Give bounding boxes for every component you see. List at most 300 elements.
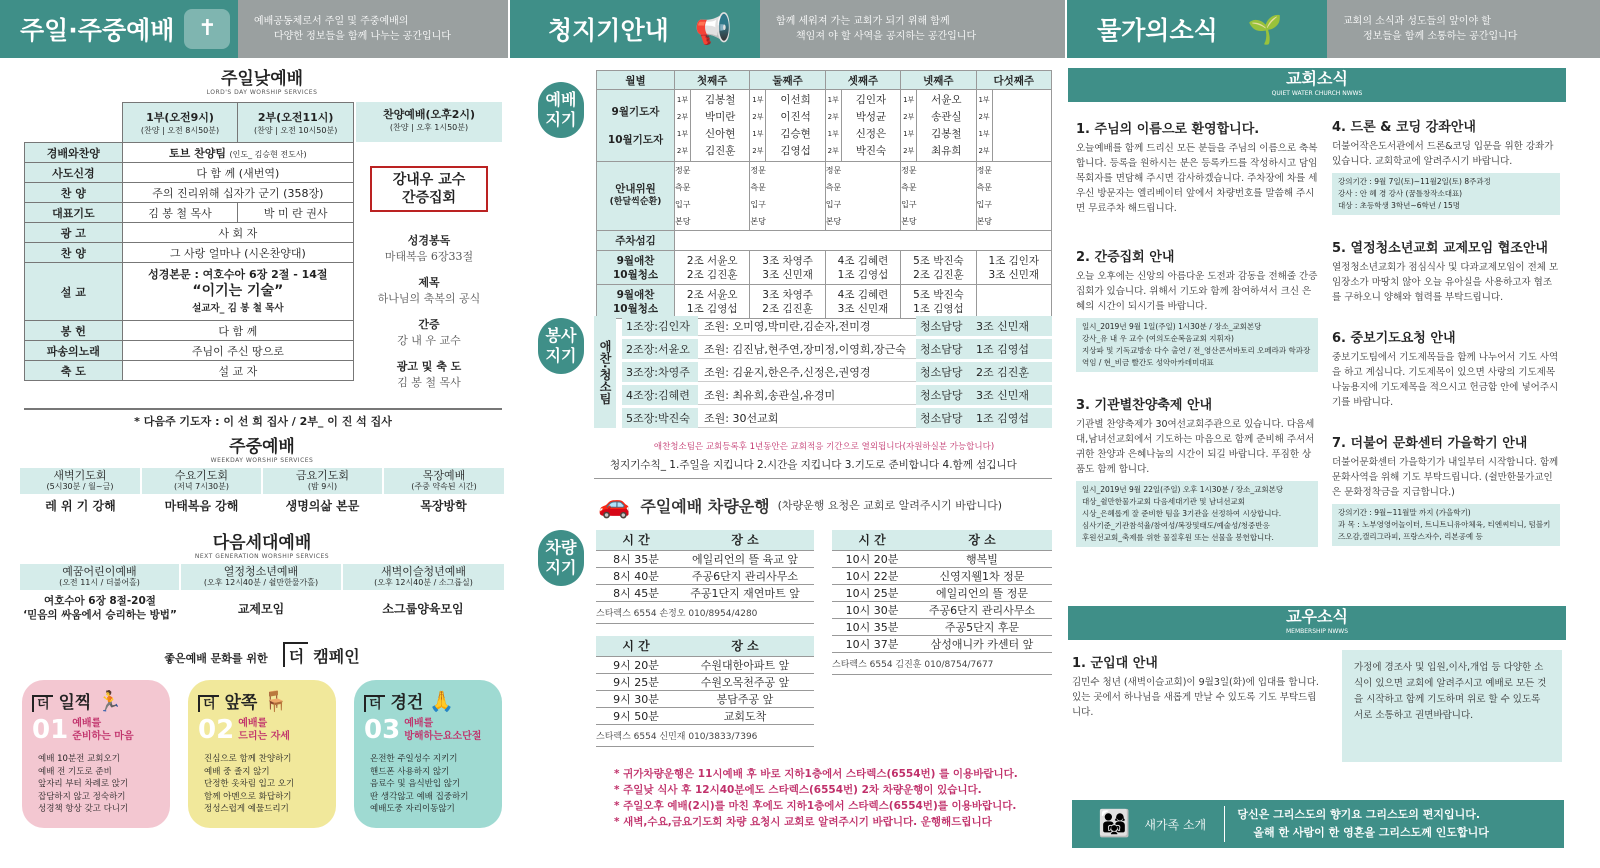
duty: 2조 김진훈 xyxy=(762,302,813,315)
campaign-card-2 xyxy=(188,680,336,828)
duty: 2조 김진훈 xyxy=(913,268,964,281)
duty: 1조 김영섭 xyxy=(837,268,889,281)
nextgen-section xyxy=(22,528,502,560)
duty: 2조 서윤오 xyxy=(686,288,738,301)
duty: 4조 김혜련 xyxy=(837,288,889,301)
weekday-name: 목장예배 xyxy=(422,469,466,482)
guide-part: 정문 xyxy=(825,166,842,175)
sermon-title: “이기는 기술” xyxy=(192,283,284,299)
worship-header-sub2: 다양한 정보들을 함께 나누는 공간입니다 xyxy=(274,31,451,42)
row-value: 사 회 자 xyxy=(122,223,353,243)
news-text: 기관별 찬양축제가 30여선교회주관으로 있습니다. 다음세대,남녀선교회에서 기도하는 마음으로 함께 준비해 주셔서 귀한 찬양과 은혜나눔의 시간이 되길 바랍니다. 푸짐한 상품도 함께 합니다. xyxy=(1076,419,1315,475)
team-lead: 5조장:박진숙 xyxy=(622,408,698,428)
worship-header xyxy=(0,0,508,58)
member-subtitle: MEMBERSHIP NWWS xyxy=(1286,628,1348,635)
card-item: 핸드폰 사용하지 않기 xyxy=(370,766,450,777)
duty: 2조 김진훈 xyxy=(686,268,738,281)
church-news-banner xyxy=(1068,68,1566,102)
box-line: 대상 : 초등학생 3학년~6학년 / 15명 xyxy=(1338,201,1461,210)
duty: 2조 서윤오 xyxy=(686,254,738,267)
box-line: 후원선교회_축제를 위한 물질후원 또는 선물을 봉헌합니다. xyxy=(1082,533,1274,542)
reading-label: 성경봉독 xyxy=(407,234,451,247)
sched-head: 월별 xyxy=(597,71,675,90)
route-place: 수원오목천주공 앞 xyxy=(676,673,814,690)
sermon-text: 성경본문 : 여호수아 6장 2절 - 14절 xyxy=(148,268,328,281)
runner-icon: 🏃 xyxy=(97,689,123,713)
route-place: 삼성애니카 카센터 앞 xyxy=(912,635,1052,652)
route-place: 수원대한아파트 앞 xyxy=(676,656,814,673)
prayer-name: 김승현 xyxy=(780,127,811,140)
prayer-name: 박성균 xyxy=(855,110,887,123)
guide-part: 정문 xyxy=(750,166,766,175)
prayer-name: 송관실 xyxy=(931,110,962,123)
row-value: 다 함 께 (새번역) xyxy=(122,163,353,183)
card-t2: 준비하는 마음 xyxy=(72,731,134,742)
col-place: 장 소 xyxy=(676,636,814,656)
worship-header-sub1: 예배공동체로서 주일 및 주중예배의 xyxy=(254,16,409,27)
route-driver: 스타렉스 6554 김진훈 010/8754/7677 xyxy=(832,652,1052,674)
notice-header-title: 청지기안내 xyxy=(548,16,669,45)
plant-hand-icon: 🌱 xyxy=(1247,12,1283,46)
col-place: 장 소 xyxy=(912,530,1052,550)
card-item: 진심으로 함께 찬양하기 xyxy=(204,754,292,764)
weekday-subtitle: WEEKDAY WORSHIP SERVICES xyxy=(210,457,314,464)
row-label: 파송의노래 xyxy=(25,341,123,361)
notice-header xyxy=(510,0,1065,58)
news-header-sub2: 정보들을 함께 소통하는 공간입니다 xyxy=(1363,31,1518,42)
row-label: 사도신경 xyxy=(25,163,123,183)
team-lead: 3조장:차영주 xyxy=(622,362,698,382)
prayer-label2: 10월기도자 xyxy=(607,133,664,146)
weekday-value: 마태복음 강해 xyxy=(164,498,239,513)
box-line: 지상파 및 기독교방송 다수 출연 / 전_영산콘서바토리 오페라과 학과장 역임 / 현_비금 빨간도 성악아카데미대표 xyxy=(1082,346,1311,367)
car-icon: 🚗 xyxy=(598,490,631,520)
nextgen-title: 다음세대예배 xyxy=(212,533,312,553)
weekday-time: (밤 9시) xyxy=(307,482,338,491)
guide-part: 본당 xyxy=(750,217,766,226)
card-t1: 예배를 xyxy=(72,718,102,729)
new-family-bar xyxy=(1072,800,1564,848)
card-t1: 예배를 xyxy=(238,718,268,729)
guide-part: 본당 xyxy=(675,217,691,226)
service-rules: 청지기수칙_ 1.주일을 지킵니다 2.시간을 지킵니다 3.기도로 준비합니다 4.함께 섬깁니다 xyxy=(610,459,1017,471)
guide-part: 측문 xyxy=(825,183,842,192)
card-heading: 앞쪽 xyxy=(224,693,258,713)
sunday-order-table xyxy=(24,102,354,381)
route-place: 교회도착 xyxy=(676,707,814,724)
member-news-banner xyxy=(1068,606,1566,640)
card-item: 딴 생각않고 예배 집중하기 xyxy=(370,791,469,802)
guide-part: 정문 xyxy=(976,166,993,175)
campaign-post: 캠페인 xyxy=(313,647,360,666)
weekday-value: 목장방학 xyxy=(420,498,467,513)
row-label: 축 도 xyxy=(25,361,123,381)
route-place: 신영지웰1차 정문 xyxy=(912,567,1052,584)
route-driver: 스타렉스 6554 손정오 010/8954/4280 xyxy=(596,601,814,623)
box-line: 일시_2019년 9월 1일(주일) 1시30분 / 장소_교회본당 xyxy=(1082,322,1262,331)
nextgen-table xyxy=(20,564,504,626)
campaign-pre: 좋은예배 문화를 위한 xyxy=(164,652,268,665)
weekday-value: 생명의삶 본문 xyxy=(285,498,360,513)
weekday-time: (주중 약속된 시간) xyxy=(411,482,477,491)
tag-line1: 차량 xyxy=(545,538,577,557)
duty: 3조 신민재 xyxy=(837,302,889,315)
special-service xyxy=(356,142,502,406)
car-title xyxy=(598,490,1058,520)
tag-line2: 지기 xyxy=(545,110,577,129)
team-role: 청소담당 xyxy=(916,339,972,359)
row-value: 다 함 께 xyxy=(122,321,353,341)
news-text: 오늘 오후에는 신앙의 아름다운 도전과 감동을 전해줄 간증집회가 있습니다. 위해서 기도와 함께 참여하셔서 크신 은혜의 시간이 되시기를 바랍니다. xyxy=(1076,271,1318,312)
campaign-logo-icon: 더 xyxy=(364,695,385,712)
sched-head: 다섯째주 xyxy=(976,71,1051,90)
card-item: 예배 전 기도로 준비 xyxy=(38,766,112,777)
news-text: 열정청소년교회가 점심식사 및 다과교제모임이 전체 모임장소가 마땅치 않아 오늘 유아실을 사용하고자 협조를 구하오니 양해와 협력를 부탁드립니다. xyxy=(1332,262,1559,303)
route-place: 봉담주공 앞 xyxy=(676,690,814,707)
prayer-name: 신아현 xyxy=(704,127,736,140)
parking-label: 주차섬김 xyxy=(597,231,675,251)
route-place: 에일리언의 뜰 정문 xyxy=(912,584,1052,601)
news-box xyxy=(1076,318,1318,372)
announce-text: 김 봉 철 목사 xyxy=(397,376,461,389)
news-box xyxy=(1076,481,1318,547)
car-notes xyxy=(614,766,1054,830)
nextgen-time: (오전 11시 / 더불어홀) xyxy=(59,578,140,587)
box-line: 대상_쉴만한물가교회 다음세대기관 및 남녀선교회 xyxy=(1082,497,1246,506)
card-item: 잡담하지 않고 정숙하기 xyxy=(38,791,126,802)
weekday-col xyxy=(383,468,504,494)
row-small: (인도_ 김승현 전도사) xyxy=(229,149,307,159)
route-driver: 스타렉스 6554 신민재 010/3833/7396 xyxy=(596,724,814,746)
weekday-col xyxy=(262,468,383,494)
member-title: 교우소식 xyxy=(1286,607,1348,626)
prayer-name: 이진석 xyxy=(780,110,811,123)
duty: 5조 박진숙 xyxy=(913,254,964,267)
campaign-logo-icon: 더 xyxy=(32,695,53,712)
news-text: 오늘예배를 함께 드리신 모든 분들을 주님의 이름으로 축복합니다. 등록을 원하시는 분은 등록카드를 작성하시고 담임목회자를 면담해 주시면 감사하겠습니다. 주차장에 차를 세우신 방문자는 엘리베이터 앞에서 차량번호를 말씀해 주시면 무료주차 해드립니다. xyxy=(1076,143,1318,214)
prayer-name: 김봉철 xyxy=(931,127,962,140)
row-value: 주의 진리위해 십자가 군기 (358장) xyxy=(122,183,353,203)
team-lead: 1조장:김인자 xyxy=(622,316,698,336)
nextgen-name: 새벽이슬청년예배 xyxy=(380,565,466,578)
card-item: 단정한 옷차림 입고 오기 xyxy=(204,779,295,789)
weekday-name: 수요기도회 xyxy=(174,469,229,482)
duty: 1조 김영섭 xyxy=(686,302,738,315)
sched-head: 넷째주 xyxy=(901,71,976,90)
route-place: 행복빌 xyxy=(912,550,1052,567)
team-clean: 3조 신민재 xyxy=(972,316,1052,336)
guide-part: 본당 xyxy=(976,217,993,226)
service-2-praise: (찬양 | 오전 10시50분) xyxy=(254,126,338,135)
row-value2: 박 미 란 권사 xyxy=(238,203,354,223)
team-clean: 3조 신민재 xyxy=(972,385,1052,405)
special-title1: 강내우 교수 xyxy=(392,172,466,188)
church-news-left xyxy=(1076,118,1318,547)
route-time: 10시 37분 xyxy=(832,635,912,652)
route-time: 9시 30분 xyxy=(596,690,676,707)
family-label: 새가족 소개 xyxy=(1144,817,1207,832)
campaign-card-3 xyxy=(354,680,502,828)
p1-label2: 10월청소 xyxy=(612,268,659,281)
prayer-label1: 9월기도자 xyxy=(611,105,660,118)
notice-header-sub1: 함께 세워져 가는 교회가 되기 위해 함께 xyxy=(776,16,950,27)
service-3 xyxy=(356,102,502,142)
prayer-name: 박미란 xyxy=(704,110,736,123)
service-1-praise: (찬양 | 오전 8시50분) xyxy=(140,126,220,135)
route-place: 에일리언의 뜰 육교 앞 xyxy=(676,550,814,567)
service-1-time: 1부(오전9시) xyxy=(146,111,214,124)
p1-label1: 9월애찬 xyxy=(616,254,655,267)
col-time: 시 간 xyxy=(596,636,676,656)
card-item: 예배 10분전 교회오기 xyxy=(38,754,120,764)
weekday-col xyxy=(20,468,141,494)
card-item: 정성스럽게 예물드리기 xyxy=(204,804,289,814)
family-line1: 당신은 그리스도의 향기요 그리스도의 편지입니다. xyxy=(1237,808,1481,821)
tag-line1: 예배 xyxy=(545,90,577,109)
row-label: 대표기도 xyxy=(25,203,123,223)
sched-head: 첫째주 xyxy=(675,71,750,90)
box-line: 강사_유 내 우 교수 (여의도순복음교회 지휘자) xyxy=(1082,334,1234,343)
church-subtitle: QUIET WATER CHURCH NWWS xyxy=(1271,90,1363,97)
church-news-right xyxy=(1332,116,1560,546)
special-title2: 간증집회 xyxy=(401,190,457,206)
guide-part: 측문 xyxy=(750,183,766,192)
team-clean: 1조 김영섭 xyxy=(972,339,1052,359)
route-time: 10시 22분 xyxy=(832,567,912,584)
nextgen-time: (오후 12시40분 / 쉴만한물가홀) xyxy=(203,578,319,587)
team-clean: 1조 김영섭 xyxy=(972,408,1052,428)
team-role: 청소담당 xyxy=(916,408,972,428)
news-box xyxy=(1332,504,1560,546)
next-prayer: * 다음주 기도자 : 이 선 희 집사 / 2부_ 이 진 석 집사 xyxy=(24,408,502,429)
family-line2: 올해 한 사람이 한 영혼을 그리스도께 인도합니다 xyxy=(1253,826,1489,839)
sunday-subtitle: LORD'S DAY WORSHIP SERVICES xyxy=(206,89,318,96)
guide-part: 본당 xyxy=(901,217,917,226)
prayer-name: 이선희 xyxy=(780,93,811,106)
campaign-card-1 xyxy=(22,680,170,828)
team-role: 청소담당 xyxy=(916,316,972,336)
campaign-logo-icon: 더 xyxy=(198,695,219,712)
divider xyxy=(594,478,1052,479)
weekday-section xyxy=(22,432,502,464)
service-3-praise: (찬양 | 오후 1시50분) xyxy=(389,123,469,132)
tag-line1: 봉사 xyxy=(545,326,577,345)
news-heading: 4. 드론 & 코딩 강좌안내 xyxy=(1332,120,1476,135)
subject-label: 제목 xyxy=(418,276,440,289)
route-time: 8시 35분 xyxy=(596,550,676,567)
card-item: 예배도중 자리이동않기 xyxy=(370,804,455,814)
team-members: 조원: 오미영,박미란,김순자,전미경 xyxy=(704,319,871,333)
team-lead: 2조장:서윤오 xyxy=(622,339,698,359)
guide-part: 측문 xyxy=(901,183,917,192)
card-t1: 예배를 xyxy=(404,718,434,729)
worship-header-title: 주일·주중예배 xyxy=(20,16,175,45)
card-item: 예배 중 졸지 않기 xyxy=(204,766,270,777)
route-time: 9시 25분 xyxy=(596,673,676,690)
box-line: 강의기간 : 9월 7일(토)~11월2일(토) 8주과정 xyxy=(1338,177,1491,186)
card-number: 02 xyxy=(198,715,235,745)
row-label: 봉 헌 xyxy=(25,321,123,341)
weekday-name: 금요기도회 xyxy=(295,469,350,482)
bible-icon: ✝ xyxy=(184,9,230,49)
box-line: 강의기간 : 9월~11월말 까지 (가을학기) xyxy=(1338,508,1471,517)
route-place: 주공1단지 재연마트 앞 xyxy=(676,584,814,601)
team-lead: 4조장:김혜련 xyxy=(622,385,698,405)
campaign-title xyxy=(20,642,504,667)
route-time: 10시 30분 xyxy=(832,601,912,618)
prayer-name: 김봉철 xyxy=(704,93,736,106)
route-time: 8시 40분 xyxy=(596,567,676,584)
testimony-text: 강 내 우 교수 xyxy=(397,334,461,347)
service-2-time: 2부(오전11시) xyxy=(257,111,334,124)
guide-label2: (한달씩순환) xyxy=(609,197,662,207)
prayer-name: 김진훈 xyxy=(704,144,736,157)
route-place: 주공6단지 관리사무소 xyxy=(676,567,814,584)
weekday-title: 주중예배 xyxy=(229,437,295,457)
news-text: 중보기도팀에서 기도제목들을 함께 나누어서 기도 사역을 하고 계십니다. 기도제목이 있으면 사랑의 기도제목나눔용지에 기도제목을 적으시고 헌금함 안에 넣어주시기를 바랍니다. xyxy=(1332,352,1559,408)
prayer-name: 최유희 xyxy=(931,144,962,157)
steward-schedule: 월별 첫째주 둘째주 셋째주 넷째주 다섯째주 9월기도자 10월기도자 1부 2부 1부 2부 김봉철 박미란 신아현 김진훈 1부 2부 1부 2부 이선희 이진석 김승현 김영섭 1부 2부 1부 2부 김인자 박성균 신정은 박진숙 1부 2부 1부 2부 서윤오 송관실 김봉철 최유희 1부 2부 1부 2부 안내위원 (한달씩순환) 정문 측문 입구 본당 정문 측문 입구 본당 정문 측문 입구 본당 정문 측문 입구 본당 정문 측문 입구 본당 주차섬김 9월애찬 10월청소 2조 서윤오 2조 김진훈 3조 차영주 3조 신민재 4조 김혜련 1조 김영섭 5조 박진숙 2조 김진훈 1조 김인자 3조 신민재 9월애찬 10월청소 2조 서윤오 1조 김영섭 3조 차영주 2조 김진훈 4조 김혜련 3조 신민재 5조 박진숙 1조 김영섭 xyxy=(596,70,1052,319)
nextgen-value: 교제모임 xyxy=(237,601,285,616)
duty: 3조 차영주 xyxy=(762,254,813,267)
col-time: 시 간 xyxy=(596,530,676,550)
sermon-preacher: 설교자_ 김 봉 철 목사 xyxy=(192,303,284,314)
team-members: 조원: 최유희,송관실,유경미 xyxy=(704,388,836,402)
box-line: 심사기준_기관참석율/참여성/복장및태도/예술성/청중반응 xyxy=(1082,521,1270,530)
sunday-title: 주일낮예배 xyxy=(220,69,304,89)
guide-part: 입구 xyxy=(976,200,993,209)
news-heading: 2. 간증집회 안내 xyxy=(1076,250,1175,265)
sched-head: 둘째주 xyxy=(750,71,825,90)
service-2 xyxy=(238,103,354,143)
route-place: 주공6단지 관리사무소 xyxy=(912,601,1052,618)
megaphone-icon: 📢 xyxy=(694,11,733,47)
car-route-1 xyxy=(596,530,814,624)
nextgen-value2: ‘믿음의 싸움에서 승리하는 방법” xyxy=(23,609,177,621)
weekday-time: (5시30분 / 월~금) xyxy=(46,482,114,491)
weekday-time: (저녁 7시30분) xyxy=(174,482,229,491)
weekday-col xyxy=(141,468,262,494)
family-icon: 👨‍👩‍👧 xyxy=(1098,809,1131,839)
duty: 5조 박진숙 xyxy=(913,288,964,301)
duty: 1조 김영섭 xyxy=(913,302,964,315)
duty: 4조 김혜련 xyxy=(837,254,889,267)
box-line: 과 목 : 노부영영어놀이터, 트니트니유아체육, 티엔씨티니, 텀블키즈오감,캘리그라피, 프랑스자수, 리본공예 등 xyxy=(1338,520,1551,541)
p2-label2: 10월청소 xyxy=(612,302,659,315)
tag-line2: 지기 xyxy=(545,346,577,365)
prayer-name: 신정은 xyxy=(855,127,887,140)
duty: 3조 신민재 xyxy=(988,268,1040,281)
news-header-title: 물가의소식 xyxy=(1097,16,1218,45)
announce-label: 광고 및 축 도 xyxy=(396,360,462,373)
steward-tag xyxy=(538,82,584,138)
card-heading: 일찍 xyxy=(58,693,92,713)
member-news xyxy=(1072,652,1322,720)
news-heading: 6. 중보기도요청 안내 xyxy=(1332,331,1456,346)
car-note: * 주일낮 식사 후 12시40분에도 스타렉스(6554번) 2차 차량운행이 있습니다. xyxy=(614,784,982,796)
news-box xyxy=(1332,173,1560,215)
row-value: 설 교 자 xyxy=(122,361,353,381)
col-time: 시 간 xyxy=(832,530,912,550)
service-tag xyxy=(538,318,584,374)
car-title-text: 주일예배 차량운행 xyxy=(640,496,770,516)
car-tag xyxy=(538,530,584,586)
row-value: 주님이 주신 땅으로 xyxy=(122,341,353,361)
row-value: 그 사랑 얼마나 (시온찬양대) xyxy=(122,243,353,263)
member-heading: 1. 군입대 안내 xyxy=(1072,656,1158,671)
car-route-3 xyxy=(832,530,1052,675)
box-line: 시상_은혜롭게 잘 준비한 팀을 3기관을 선정하여 시상합니다. xyxy=(1082,509,1282,518)
weekday-table xyxy=(20,468,504,516)
praying-icon: 🙏 xyxy=(429,689,455,713)
card-item: 음료수 및 음식반입 않기 xyxy=(370,779,461,789)
route-time: 9시 50분 xyxy=(596,707,676,724)
news-heading: 3. 기관별찬양축제 안내 xyxy=(1076,398,1213,413)
guide-part: 정문 xyxy=(901,166,917,175)
guide-part: 측문 xyxy=(976,183,993,192)
car-note: * 귀가차량운행은 11시예배 후 바로 지하1층에서 스타렉스(6554번) 를 이용바랍니다. xyxy=(614,768,1018,780)
route-time: 9시 20분 xyxy=(596,656,676,673)
prayer-name: 서윤오 xyxy=(931,93,962,106)
weekday-value: 레 위 기 강해 xyxy=(45,498,116,513)
service-teams xyxy=(622,316,1052,431)
guide-part: 정문 xyxy=(675,166,691,175)
service-3-time: 찬양예배(오후2시) xyxy=(382,108,476,121)
box-line: 강사 : 안 혜 경 강사 (꿈틀창작소대표) xyxy=(1338,189,1463,198)
campaign-logo: 더 xyxy=(283,642,308,667)
car-note: * 새벽,수요,금요기도회 차량 요청시 교회로 알려주시기 바랍니다. 운행해드립니다 xyxy=(614,816,992,828)
car-title-sub: (차량운행 요청은 교회로 알려주시기 바랍니다) xyxy=(777,499,1003,512)
notice-header-sub2: 책임져 야 할 사역을 공지하는 공간입니다 xyxy=(796,31,977,42)
route-place: 주공5단지 후문 xyxy=(912,618,1052,635)
testimony-label: 간증 xyxy=(418,318,440,331)
team-role: 청소담당 xyxy=(916,362,972,382)
row-label: 찬 양 xyxy=(25,183,123,203)
duty: 3조 신민재 xyxy=(762,268,813,281)
reading-text: 마태복음 6장33절 xyxy=(384,250,474,263)
prayer-name: 김인자 xyxy=(855,93,887,106)
news-heading: 1. 주님의 이름으로 환영합니다. xyxy=(1076,122,1260,137)
route-time: 10시 20분 xyxy=(832,550,912,567)
card-item: 온전한 주일성수 지키기 xyxy=(370,754,458,764)
nextgen-value: 여호수아 6장 8절-20절 xyxy=(44,595,156,607)
car-note: * 주일오후 예배(2시)를 마친 후에도 지하1층에서 스타렉스(6554번)를 이용바랍니다. xyxy=(614,800,1017,812)
chair-icon: 🪑 xyxy=(263,689,289,713)
col-place: 장 소 xyxy=(676,530,814,550)
subject-text: 하나님의 축복의 공식 xyxy=(377,292,481,305)
tag-line2: 지기 xyxy=(545,558,577,577)
sched-head: 셋째주 xyxy=(825,71,900,90)
team-clean: 2조 김진훈 xyxy=(972,362,1052,382)
card-number: 03 xyxy=(364,715,401,745)
card-item: 성경책 항상 갖고 다니기 xyxy=(38,804,129,814)
guide-part: 본당 xyxy=(825,217,842,226)
news-heading: 5. 열정청소년교회 교제모임 협조안내 xyxy=(1332,241,1548,256)
team-members: 조원: 김윤지,한은주,신정은,권영경 xyxy=(704,365,871,379)
team-members: 조원: 30선교회 xyxy=(704,411,779,425)
team-role: 청소담당 xyxy=(916,385,972,405)
card-number: 01 xyxy=(32,715,69,745)
guide-part: 입구 xyxy=(901,200,917,209)
member-text: 김민수 청년 (새벽이슬교회)이 9월3일(화)에 입대를 합니다. 있는 곳에서 하나님을 새롭게 만날 수 있도록 기도 부탁드립니다. xyxy=(1072,677,1319,718)
nextgen-value: 소그룹양육모임 xyxy=(382,601,464,616)
card-t2: 방해하는요소단절 xyxy=(404,731,482,742)
row-value: 토브 찬양팀 xyxy=(169,146,226,160)
row-label: 설 교 xyxy=(25,263,123,321)
guide-part: 입구 xyxy=(675,200,691,209)
weekday-name: 새벽기도회 xyxy=(53,469,107,482)
route-time: 10시 25분 xyxy=(832,584,912,601)
